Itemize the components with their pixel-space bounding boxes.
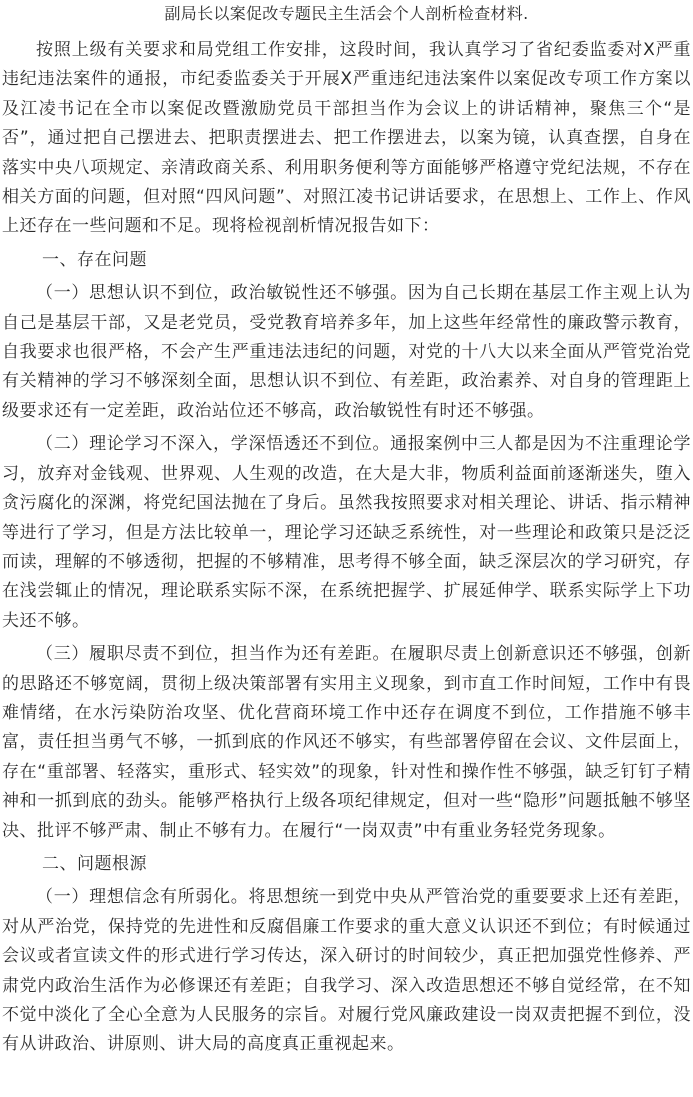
document-title: 副局长以案促改专题民主生活会个人剖析检查材料. [164, 4, 529, 23]
problem-1-body: 因为自己长期在基层工作主观上认为自己是基层干部，又是老党员，受党教育培养多年，加上这些年经常性的廉政警示教育，自我要求也很严格，不会产生严重违法违纪的问题，对党的十八大以来全面从严管党治党有关精神的学习不够深刻全面，思想认识不到位、有差距，政治素养、对自身的管理距上级要求还有一定差距，政治站位还不够高，政治敏锐性有时还不够强。 [2, 283, 691, 421]
problem-2-body: 通报案例中三人都是因为不注重理论学习，放弃对金钱观、世界观、人生观的改造，在大是大非，物质利益面前逐渐迷失，堕入贪污腐化的深渊，将党纪国法抛在了身后。虽然我按照要求对相关理论、讲话、指示精神等进行了学习，但是方法比较单一，理论学习还缺乏系统性，对一些理论和政策只是泛泛而读，理解的不够透彻，把握的不够精准，思考得不够全面，缺乏深层次的学习研究，存在浅尝辄止的情况，理论联系实际不深，在系统把握学、扩展延伸学、联系实际学上下功夫还不够。 [2, 434, 692, 631]
problem-3-lead: （三）履职尽责不到位，担当作为还有差距。 [36, 644, 391, 665]
problem-3-body: 在履职尽责上创新意识还不够强，创新的思路还不够宽阔，贯彻上级决策部署有实用主义现象，到市直工作时间短，工作中有畏难情绪，在水污染防治攻坚、优化营商环境工作中还存在调度不到位，工作措施不够丰富，责任担当勇气不够，一抓到底的作风还不够实，有些部署停留在会议、文件层面上，存在“重部署、轻落实，重形式、轻实效”的现象，针对性和操作性不够强，缺乏钉钉子精神和一抓到底的劲头。能够严格执行上级各项纪律规定，但对一些“隐形”问题抵触不够坚决、批评不够严肃、制止不够有力。在履行“一岗双责”中有重业务轻党务现象。 [2, 644, 692, 841]
cause-paragraph-1 [0, 883, 693, 1059]
problem-paragraph-2 [0, 430, 693, 636]
problem-1-lead: （一）思想认识不到位，政治敏锐性还不够强。 [36, 283, 408, 304]
problem-paragraph-1 [0, 279, 693, 426]
problem-2-lead: （二）理论学习不深入，学深悟透还不到位。 [36, 434, 391, 455]
problem-paragraph-3 [0, 640, 693, 846]
cause-1-lead: （一）理想信念有所弱化。 [36, 887, 249, 908]
section-heading-problems: 一、存在问题 [42, 249, 147, 270]
section-heading-root-causes: 二、问题根源 [42, 853, 147, 874]
cause-1-body: 将思想统一到党中央从严管治党的重要要求上还有差距，对从严治党，保持党的先进性和反腐倡廉工作要求的重大意义认识还不到位；有时候通过会议或者宣读文件的形式进行学习传达，深入研讨的时间较少，真正把加强党性修养、严肃党内政治生活作为必修课还有差距；自我学习、深入改造思想还不够自觉经常，在不知不觉中淡化了全心全意为人民服务的宗旨。对履行党风廉政建设一岗双责把握不到位，没有从讲政治、讲原则、讲大局的高度真正重视起来。 [2, 887, 691, 1055]
intro-paragraph: 按照上级有关要求和局党组工作安排，这段时间，我认真学习了省纪委监委对X严重违纪违法案件的通报，市纪委监委关于开展X严重违纪违法案件以案促改专项工作方案以及江凌书记在全市以案促改暨激励党员干部担当作为会议上的讲话精神，聚焦三个“是否”，通过把自己摆进去、把职责摆进去、把工作摆进去，以案为镜，认真查摆，自身在落实中央八项规定、亲清政商关系、利用职务便利等方面能够严格遵守党纪法规，不存在相关方面的问题，但对照“四风问题”、对照江凌书记讲话要求，在思想上、工作上、作风上还存在一些问题和不足。现将检视剖析情况报告如下： [2, 40, 691, 237]
